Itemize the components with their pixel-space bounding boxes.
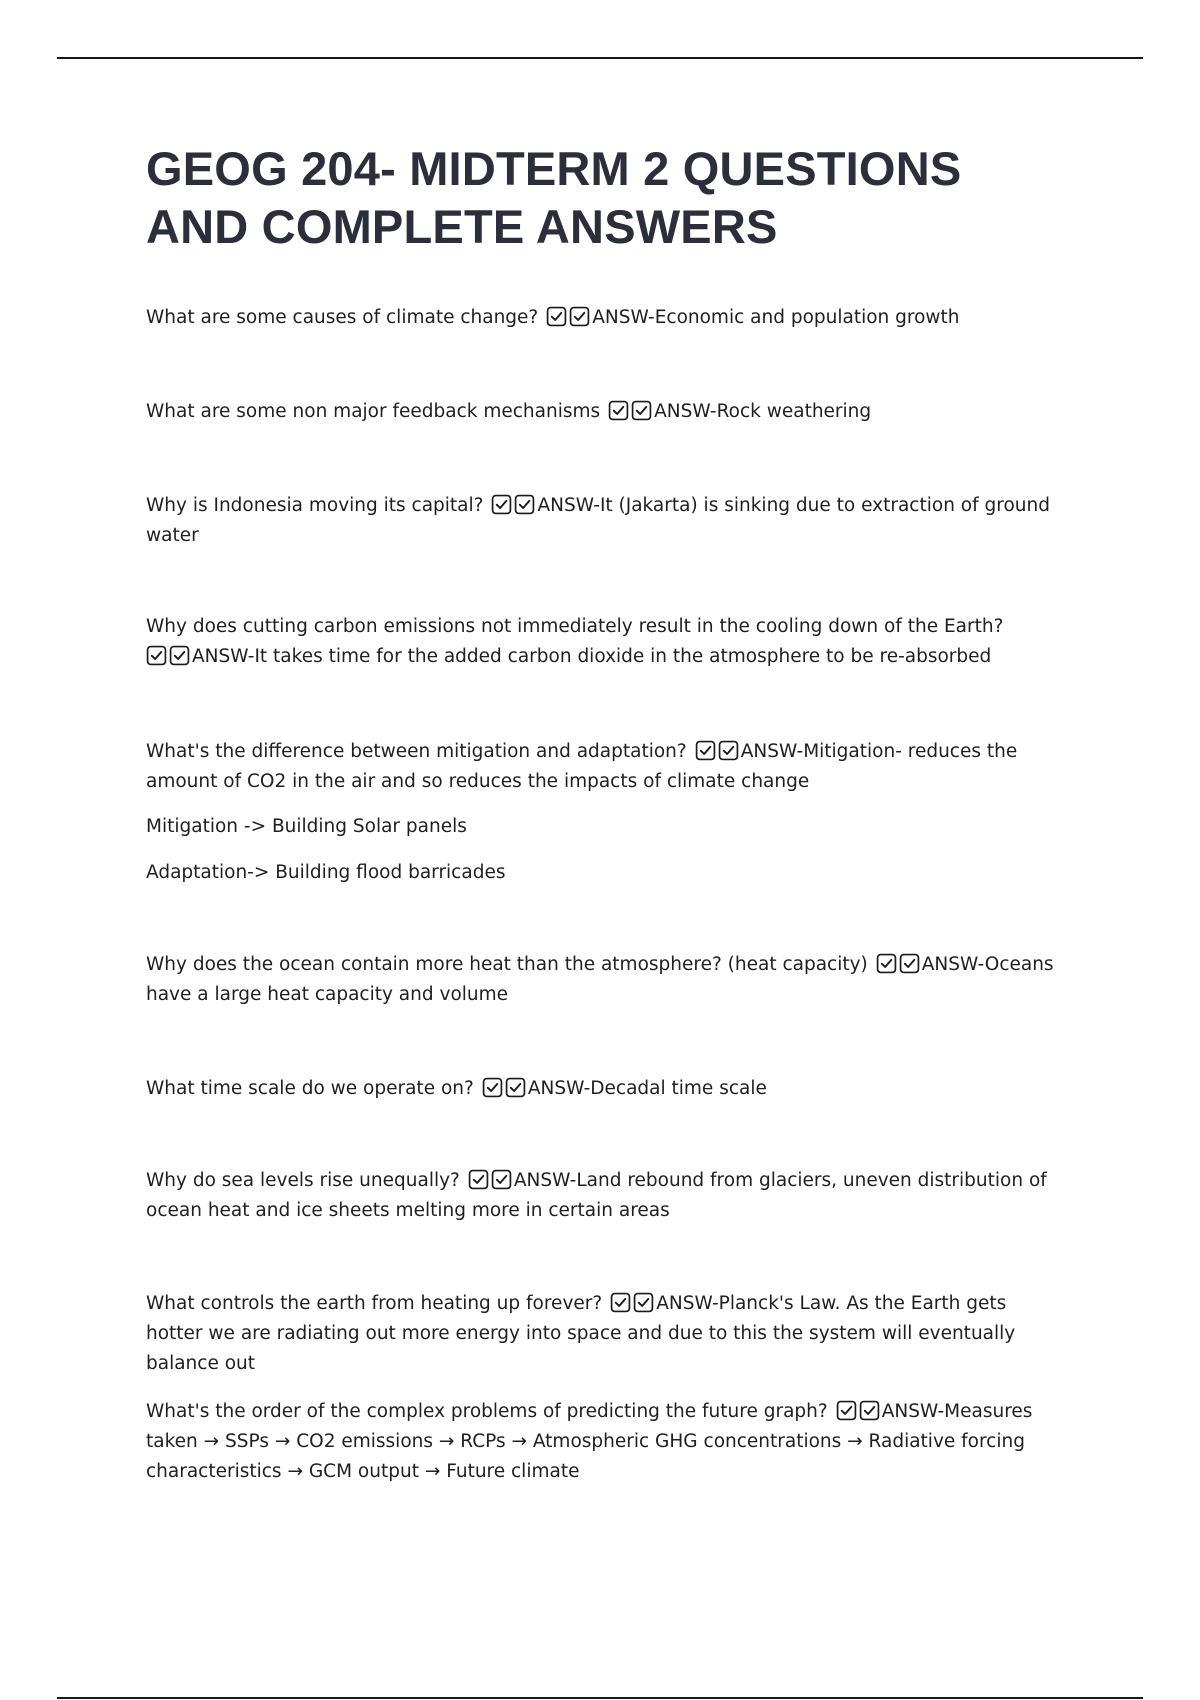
qa-item-8 [146, 1166, 1066, 1226]
question-text: What are some causes of climate change? [146, 307, 539, 328]
check-box-icon [569, 306, 590, 327]
qa-item-10 [146, 1397, 1066, 1487]
check-box-icon [491, 494, 512, 515]
check-box-icon [482, 1077, 503, 1098]
qa-item-3 [146, 491, 1066, 551]
check-box-icon [468, 1169, 489, 1190]
check-box-icon [859, 1400, 880, 1421]
qa-item-7 [146, 1074, 1066, 1104]
question-text: What controls the earth from heating up forever? [146, 1293, 603, 1314]
check-box-icon [631, 400, 652, 421]
answer-text: ANSW-It (Jakarta) is sinking due to extraction of ground water [146, 495, 1050, 546]
qa-item-9 [146, 1289, 1066, 1379]
check-box-icon [876, 953, 897, 974]
answer-text: ANSW-Oceans have a large heat capacity and volume [146, 954, 1054, 1005]
question-text: Why does cutting carbon emissions not immediately result in the cooling down of the Earth? [146, 616, 1004, 637]
page-title [146, 140, 1086, 256]
answer-text: ANSW-Decadal time scale [527, 1078, 767, 1099]
check-box-icon [718, 740, 739, 761]
qa-item-2 [146, 397, 1066, 427]
check-box-icon [505, 1077, 526, 1098]
answer-text: ANSW-Rock weathering [654, 401, 872, 422]
qa-item-4 [146, 612, 1066, 672]
answer-text: ANSW-Planck's Law. As the Earth gets hotter we are radiating out more energy into space and due to this the system will eventually balance out [146, 1293, 1016, 1374]
check-box-icon [610, 1292, 631, 1313]
question-text: What's the order of the complex problems of predicting the future graph? [146, 1401, 828, 1422]
question-text: Why is Indonesia moving its capital? [146, 495, 484, 516]
answer-text: ANSW-Economic and population growth [592, 307, 960, 328]
check-box-icon [491, 1169, 512, 1190]
header-rule [57, 57, 1143, 59]
check-box-icon [899, 953, 920, 974]
title-line-1: GEOG 204- MIDTERM 2 QUESTIONS [146, 142, 962, 195]
title-line-2: AND COMPLETE ANSWERS [146, 200, 778, 253]
check-box-icon [514, 494, 535, 515]
question-text: What's the difference between mitigation and adaptation? [146, 741, 687, 762]
check-box-icon [695, 740, 716, 761]
answer-text: ANSW-Mitigation- reduces the amount of CO2 in the air and so reduces the impacts of climate change [146, 741, 1018, 792]
question-text: Why does the ocean contain more heat than the atmosphere? (heat capacity) [146, 954, 868, 975]
question-text: What are some non major feedback mechanisms [146, 401, 601, 422]
question-text: Why do sea levels rise unequally? [146, 1170, 460, 1191]
answer-text: ANSW-Measures taken → SSPs → CO2 emissions → RCPs → Atmospheric GHG concentrations → Radiative forcing characteristics → GCM output → Future climate [146, 1401, 1033, 1482]
mitigation-example: Mitigation -> Building Solar panels [146, 816, 467, 837]
footer-rule [57, 1697, 1143, 1699]
question-text: What time scale do we operate on? [146, 1078, 474, 1099]
qa-item-6 [146, 950, 1066, 1010]
check-box-icon [633, 1292, 654, 1313]
answer-text: ANSW-It takes time for the added carbon dioxide in the atmosphere to be re-absorbed [192, 646, 992, 667]
qa-item-5 [146, 737, 1066, 797]
check-box-icon [146, 645, 167, 666]
check-box-icon [546, 306, 567, 327]
check-box-icon [169, 645, 190, 666]
check-box-icon [836, 1400, 857, 1421]
adaptation-example: Adaptation-> Building flood barricades [146, 862, 506, 883]
check-box-icon [608, 400, 629, 421]
answer-text: ANSW-Land rebound from glaciers, uneven distribution of ocean heat and ice sheets melting more in certain areas [146, 1170, 1047, 1221]
qa-item-1 [146, 303, 1066, 333]
